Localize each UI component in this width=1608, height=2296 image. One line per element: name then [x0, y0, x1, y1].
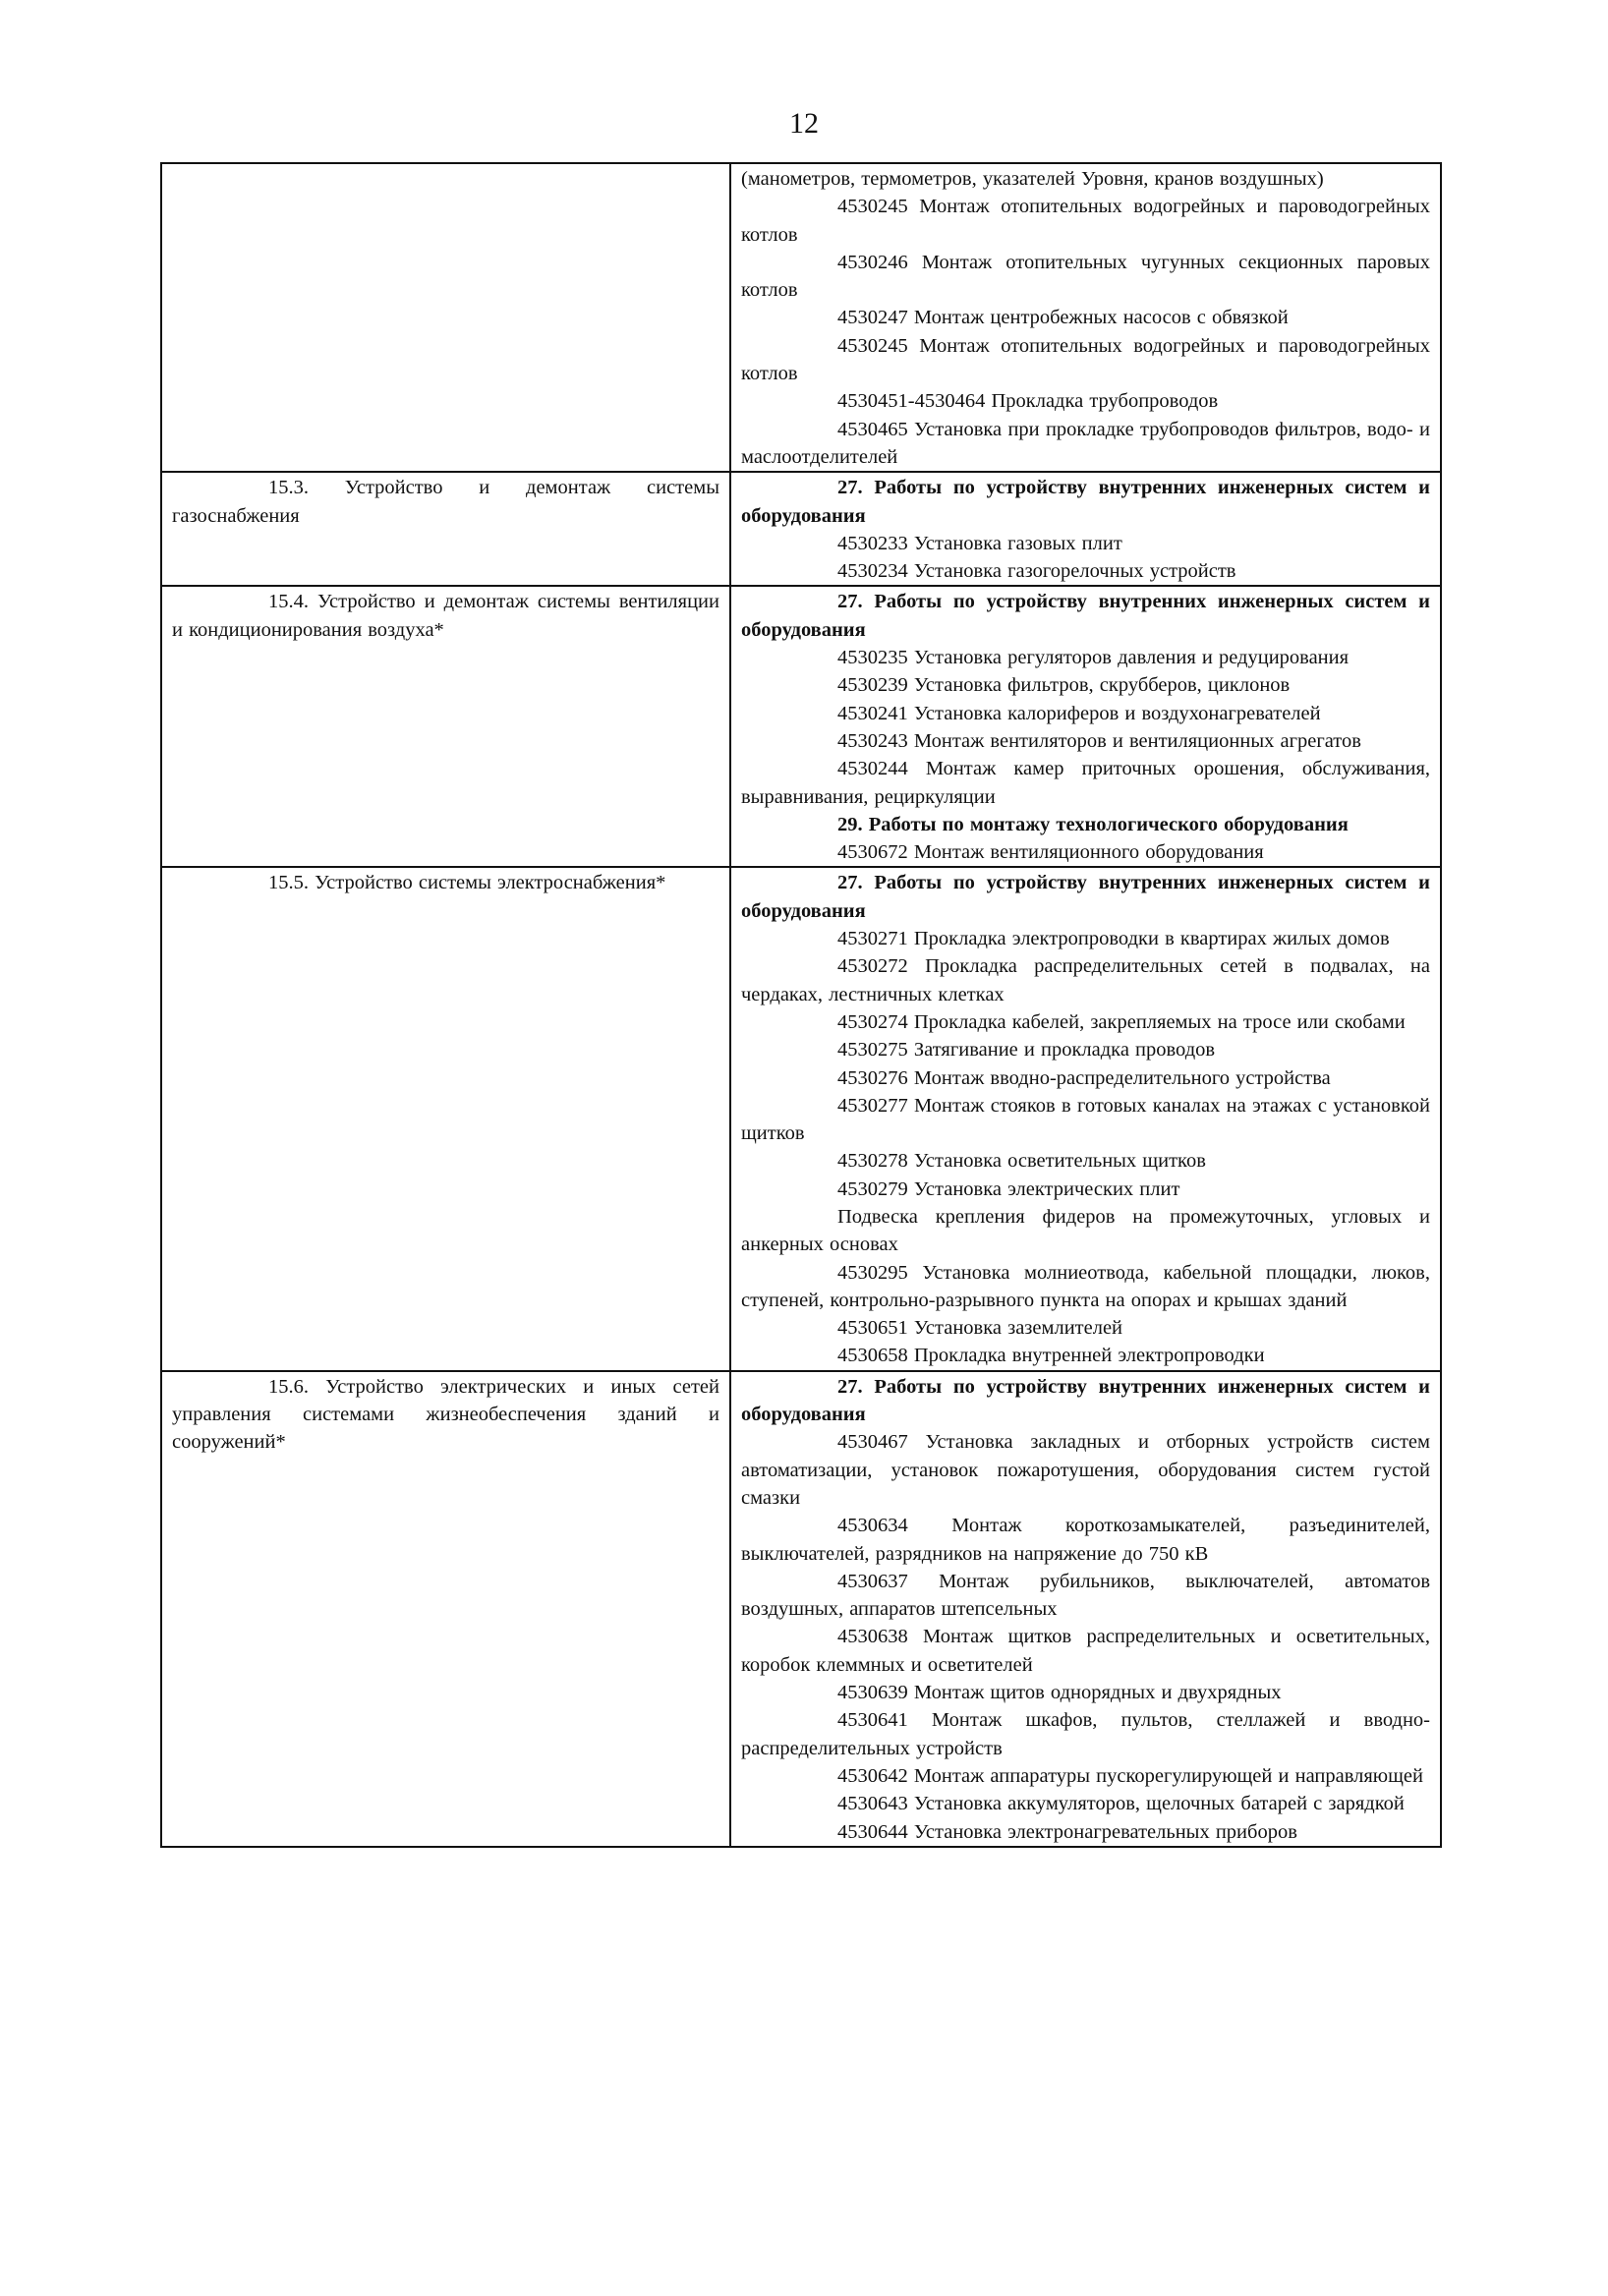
- work-type-text: 15.6. Устройство электрических и иных сетей управления системами жизнеобеспечения зданий и сооружений*: [172, 1375, 719, 1454]
- code-entry: 4530277 Монтаж стояков в готовых каналах на этажах с установкой щитков: [741, 1094, 1430, 1145]
- code-entry: 4530637 Монтаж рубильников, выключателей, автоматов воздушных, аппаратов штепсельных: [741, 1570, 1430, 1621]
- code-entry: 4530272 Прокладка распределительных сетей в подвалах, на чердаках, лестничных клетках: [741, 955, 1430, 1005]
- table-row: [161, 1371, 1441, 1847]
- code-entry: 4530643 Установка аккумуляторов, щелочных батарей с зарядкой: [837, 1793, 1405, 1815]
- table-row: [161, 867, 1441, 1370]
- code-entry: 4530639 Монтаж щитов однорядных и двухрядных: [837, 1682, 1282, 1704]
- table-row: [161, 163, 1441, 472]
- work-type-cell: [161, 586, 730, 867]
- code-entry: 4530274 Прокладка кабелей, закрепляемых на тросе или скобами: [837, 1010, 1406, 1033]
- code-entry: (манометров, термометров, указателей Уровня, кранов воздушных): [741, 168, 1324, 190]
- work-type-cell: [161, 472, 730, 586]
- code-entry: 4530243 Монтаж вентиляторов и вентиляционных агрегатов: [837, 729, 1361, 752]
- code-entry: 4530658 Прокладка внутренней электропроводки: [837, 1345, 1265, 1367]
- section-heading: 27. Работы по устройству внутренних инженерных систем и оборудования: [741, 477, 1430, 527]
- section-heading: 29. Работы по монтажу технологического оборудования: [837, 813, 1349, 835]
- code-entry: 4530641 Монтаж шкафов, пультов, стеллажей и вводно-распределительных устройств: [741, 1709, 1430, 1759]
- code-entry: 4530276 Монтаж вводно-распределительного устройства: [837, 1066, 1331, 1089]
- code-entry: 4530234 Установка газогорелочных устройств: [837, 560, 1236, 583]
- code-entry: 4530467 Установка закладных и отборных устройств систем автоматизации, установок пожаротушения, оборудования систем густой смазки: [741, 1431, 1430, 1509]
- okdp-codes-cell: [730, 163, 1441, 472]
- okdp-codes-cell: [730, 867, 1441, 1370]
- code-entry: 4530278 Установка осветительных щитков: [837, 1150, 1206, 1173]
- work-type-text: 15.3. Устройство и демонтаж системы газоснабжения: [172, 477, 719, 527]
- code-entry: 4530235 Установка регуляторов давления и редуцирования: [837, 647, 1350, 669]
- code-entry: 4530642 Монтаж аппаратуры пускорегулирующей и направляющей: [837, 1764, 1423, 1787]
- code-entry: 4530271 Прокладка электропроводки в квартирах жилых домов: [837, 928, 1390, 950]
- work-type-text: 15.5. Устройство системы электроснабжения*: [268, 872, 666, 894]
- work-type-cell: [161, 1371, 730, 1847]
- code-entry: 4530295 Установка молниеотвода, кабельной площадки, люков, ступеней, контрольно-разрывного пункта на опорах и крышах зданий: [741, 1261, 1430, 1311]
- code-entry: 4530247 Монтаж центробежных насосов с обвязкой: [837, 307, 1289, 329]
- work-type-cell: [161, 867, 730, 1370]
- code-entry: 4530233 Установка газовых плит: [837, 532, 1122, 554]
- code-entry: 4530672 Монтаж вентиляционного оборудования: [837, 841, 1264, 864]
- code-entry: 4530451-4530464 Прокладка трубопроводов: [837, 390, 1219, 413]
- code-entry: 4530279 Установка электрических плит: [837, 1177, 1180, 1200]
- code-entry: 4530245 Монтаж отопительных водогрейных и пароводогрейных котлов: [741, 196, 1430, 246]
- table-row: [161, 586, 1441, 867]
- code-entry: 4530245 Монтаж отопительных водогрейных и пароводогрейных котлов: [741, 334, 1430, 385]
- work-type-text: 15.4. Устройство и демонтаж системы вентиляции и кондиционирования воздуха*: [172, 591, 719, 641]
- code-entry: 4530644 Установка электронагревательных приборов: [837, 1820, 1297, 1843]
- code-entry: 4530244 Монтаж камер приточных орошения, обслуживания, выравнивания, рециркуляции: [741, 758, 1430, 808]
- okdp-codes-cell: [730, 472, 1441, 586]
- code-entry: 4530465 Установка при прокладке трубопроводов фильтров, водо- и маслоотделителей: [741, 418, 1430, 468]
- code-entry: 4530275 Затягивание и прокладка проводов: [837, 1039, 1216, 1062]
- code-entry: 4530651 Установка заземлителей: [837, 1317, 1123, 1340]
- okdp-codes-cell: [730, 586, 1441, 867]
- code-entry: 4530634 Монтаж короткозамыкателей, разъединителей, выключателей, разрядников на напряжение до 750 кВ: [741, 1515, 1430, 1565]
- section-heading: 27. Работы по устройству внутренних инженерных систем и оборудования: [741, 872, 1430, 922]
- work-type-cell: [161, 163, 730, 472]
- works-table: [160, 162, 1442, 1848]
- code-entry: Подвеска крепления фидеров на промежуточных, угловых и анкерных основах: [741, 1205, 1430, 1256]
- code-entry: 4530246 Монтаж отопительных чугунных секционных паровых котлов: [741, 251, 1430, 302]
- works-table-body: [161, 163, 1441, 1847]
- code-entry: 4530239 Установка фильтров, скрубберов, циклонов: [837, 674, 1291, 697]
- section-heading: 27. Работы по устройству внутренних инженерных систем и оборудования: [741, 1375, 1430, 1426]
- section-heading: 27. Работы по устройству внутренних инженерных систем и оборудования: [741, 591, 1430, 641]
- code-entry: 4530638 Монтаж щитков распределительных и осветительных, коробок клеммных и осветителей: [741, 1626, 1430, 1676]
- okdp-codes-cell: [730, 1371, 1441, 1847]
- page-number: 12: [789, 107, 819, 140]
- table-row: [161, 472, 1441, 586]
- code-entry: 4530241 Установка калориферов и воздухонагревателей: [837, 702, 1321, 724]
